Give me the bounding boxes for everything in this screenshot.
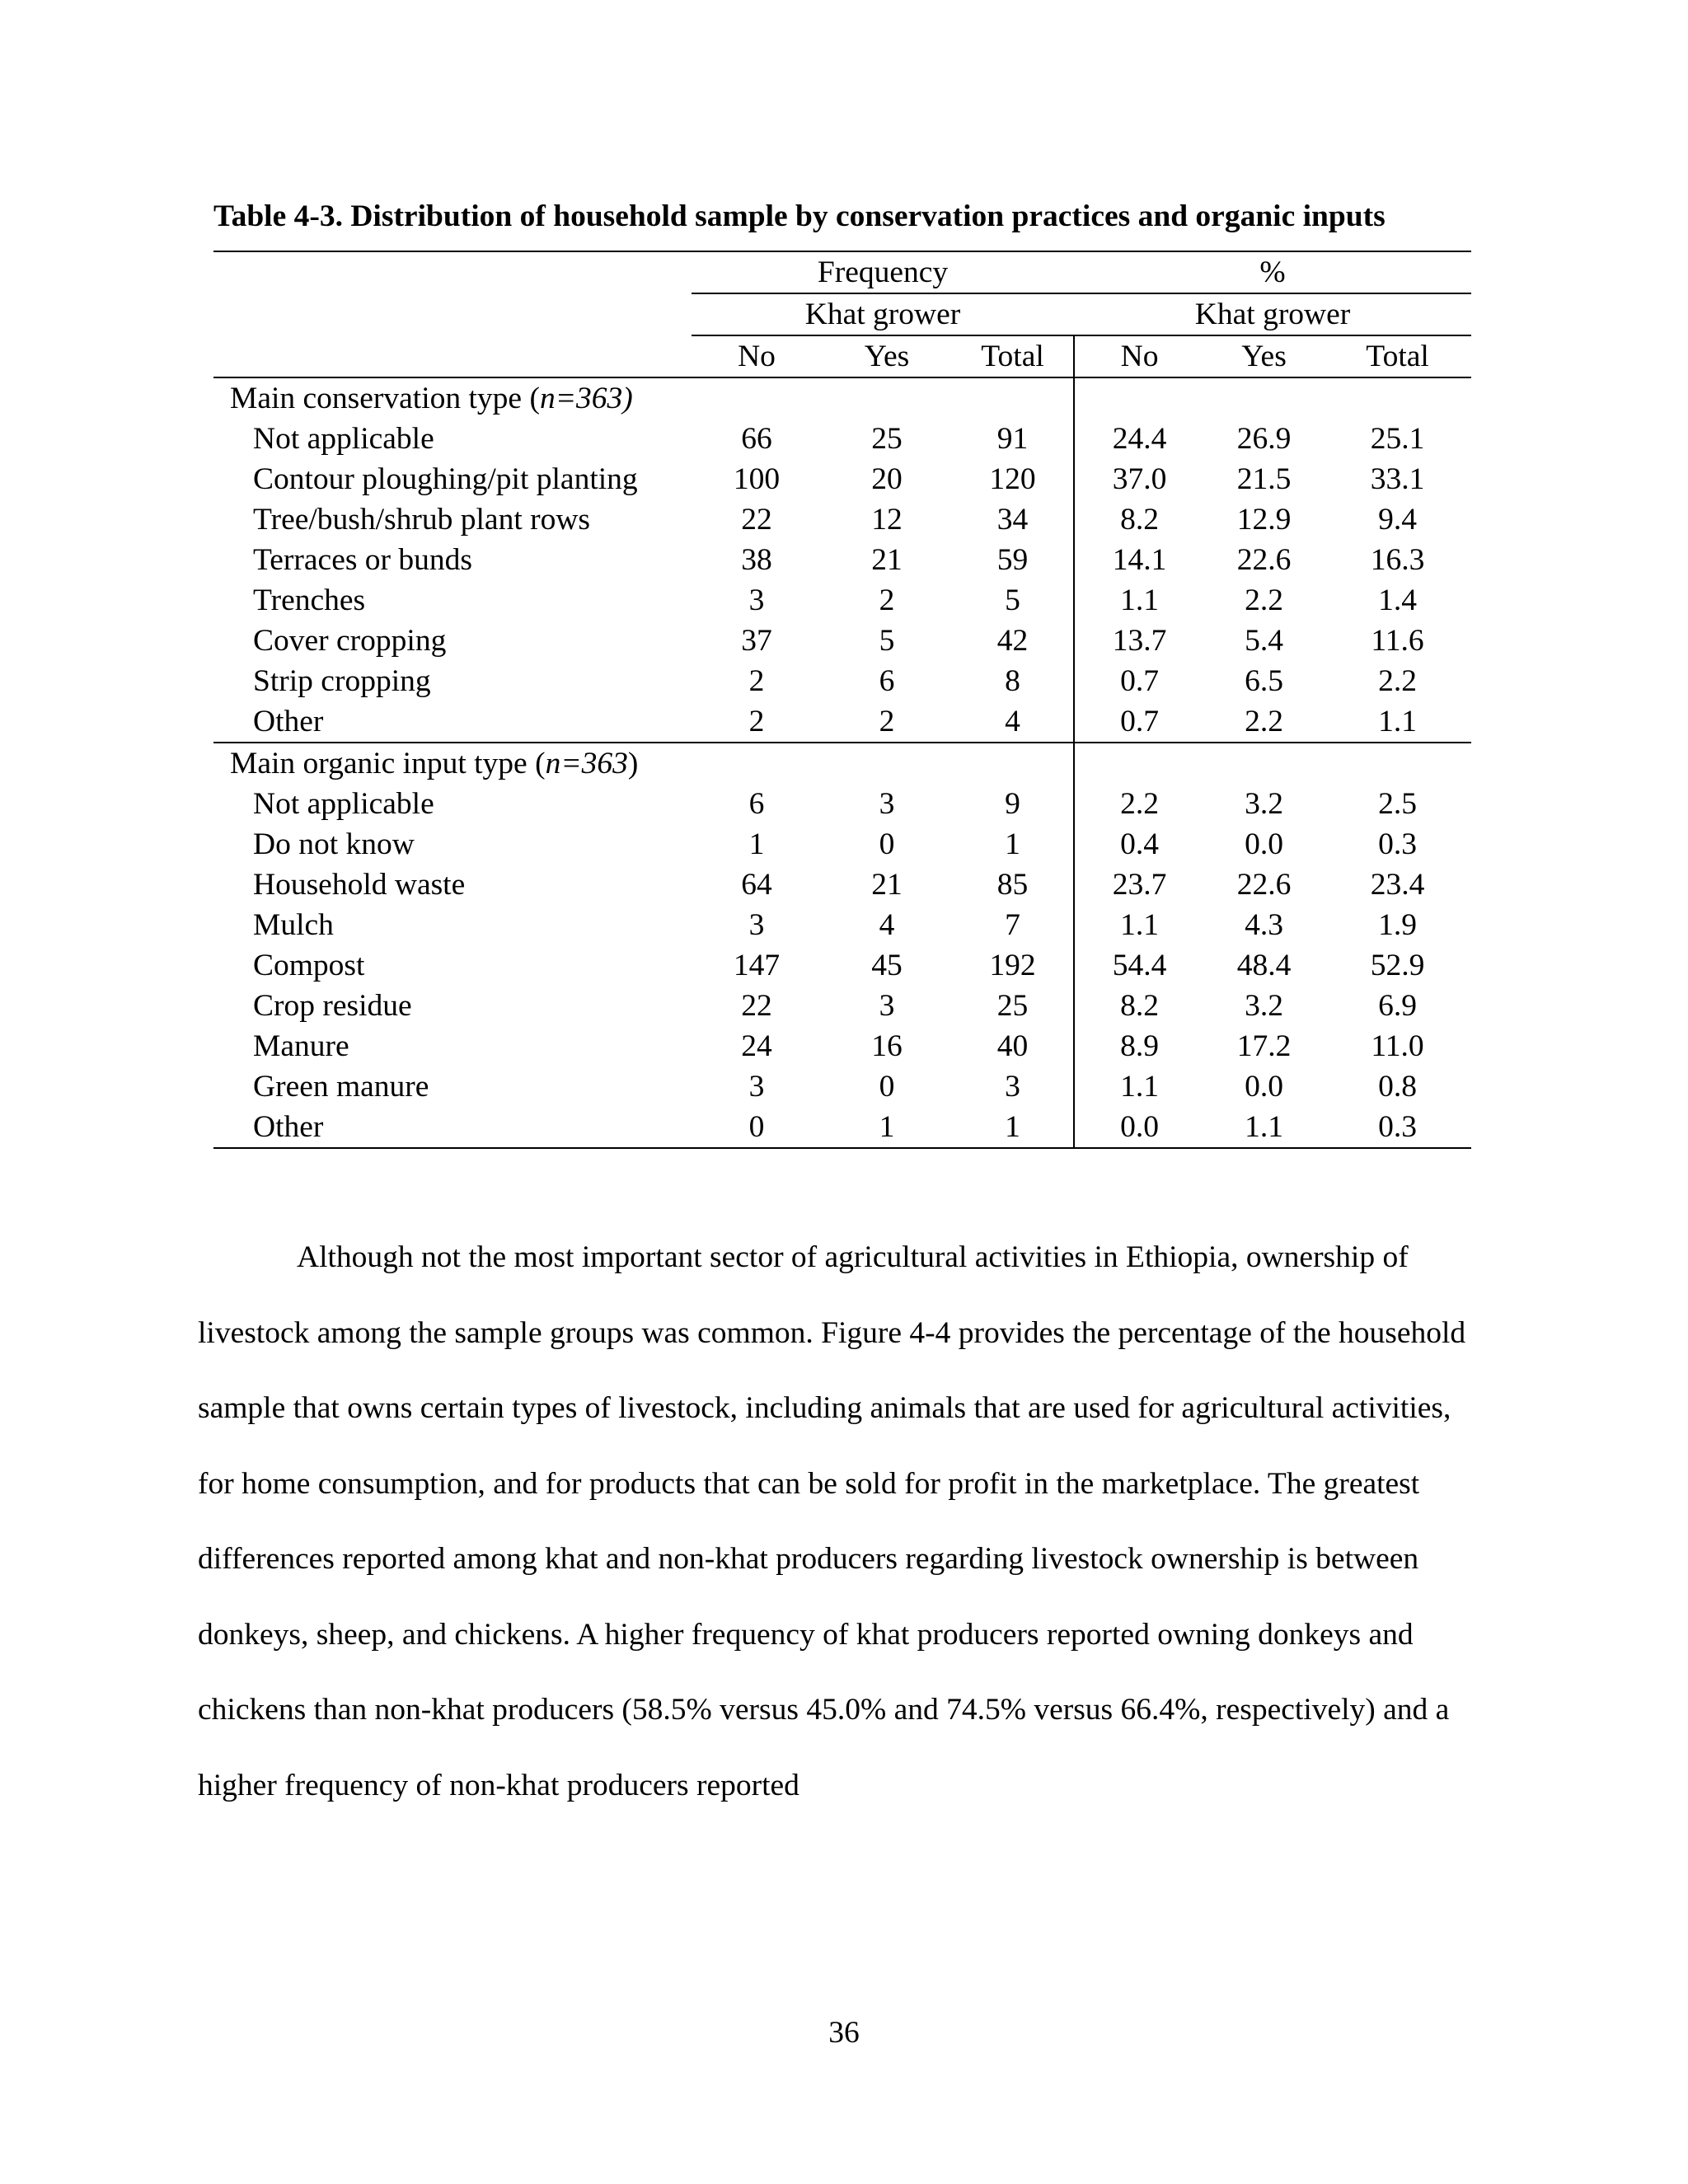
table-cell: 1.1: [1204, 1107, 1324, 1148]
table-cell: 22: [741, 989, 772, 1023]
table-cell: 21: [871, 543, 903, 577]
table-cell: 0: [879, 827, 895, 861]
header-row-1: [213, 251, 1471, 293]
row-label: Tree/bush/shrub plant rows: [253, 503, 591, 537]
header-frequency: Frequency: [692, 251, 1074, 293]
table-cell: 64: [741, 868, 772, 902]
header-col-no-pct: No: [1074, 335, 1204, 377]
table-cell: 3: [879, 989, 895, 1023]
row-label: Not applicable: [253, 422, 434, 456]
table-cell-empty: [692, 377, 822, 419]
table-cell: 4: [879, 908, 895, 942]
table-cell: 2.5: [1378, 787, 1417, 821]
table-cell: 120: [989, 462, 1036, 496]
table-cell: 22.6: [1236, 868, 1292, 902]
row-label: Contour ploughing/pit planting: [253, 462, 638, 496]
header-empty-cell: [213, 251, 692, 293]
table-cell: 17.2: [1236, 1029, 1292, 1063]
table-cell: 16: [871, 1029, 903, 1063]
row-label: Manure: [253, 1029, 349, 1063]
table-cell: 33.1: [1370, 462, 1425, 496]
table-cell: 1.1: [1074, 1066, 1204, 1107]
table-cell: 3: [748, 1070, 765, 1104]
row-label: Mulch: [253, 908, 334, 942]
table-cell: 7: [1005, 908, 1020, 942]
table-cell: 25: [996, 989, 1029, 1023]
table-cell: 8.9: [1074, 1026, 1204, 1066]
table-cell: 5: [1005, 583, 1020, 617]
group-title-suffix: ): [627, 747, 639, 780]
table-cell: 3: [748, 908, 765, 942]
header-row-3: [213, 335, 1471, 377]
table-cell: 0.8: [1378, 1070, 1417, 1104]
table-cell: 2: [748, 664, 765, 698]
table-cell: 0.4: [1074, 824, 1204, 865]
table-cell: 1: [822, 1107, 952, 1148]
table-cell: 37.0: [1074, 459, 1204, 499]
table-cell: 2: [879, 583, 895, 617]
table-cell: 91: [996, 422, 1029, 456]
table-cell: 25.1: [1370, 422, 1425, 456]
group-title-n: n=363: [545, 747, 628, 780]
table-cell: 23.4: [1370, 868, 1425, 902]
table-cell: 5: [879, 624, 895, 658]
table-cell: 8.2: [1074, 986, 1204, 1026]
table-cell-empty: [1074, 743, 1204, 784]
table-cell-empty: [822, 743, 952, 784]
header-col-yes: Yes: [822, 335, 952, 377]
table-cell: 0.7: [1074, 701, 1204, 743]
group-title-prefix: Main organic input type (: [230, 747, 546, 780]
table-cell: 0.3: [1324, 1107, 1471, 1148]
table-row: [213, 824, 1471, 865]
table-row: [213, 945, 1471, 986]
table-cell: 45: [871, 949, 903, 982]
table-cell: 1: [1005, 827, 1020, 861]
table-cell: 21: [871, 868, 903, 902]
header-percent: %: [1074, 251, 1471, 293]
table-row: [213, 865, 1471, 905]
row-label: Do not know: [253, 827, 415, 861]
table-cell: 52.9: [1370, 949, 1425, 982]
table-body: [213, 377, 1471, 1148]
table-row: [213, 784, 1471, 824]
row-label: Terraces or bunds: [253, 543, 473, 577]
table-cell: 42: [996, 624, 1029, 658]
table-cell: 4.3: [1245, 908, 1283, 942]
table-cell-empty: [692, 743, 822, 784]
table-cell: 2: [692, 701, 822, 743]
table-cell: 12.9: [1236, 503, 1292, 537]
table-cell: 6: [879, 664, 895, 698]
table-cell: 0: [879, 1070, 895, 1104]
table-cell: 3: [879, 787, 895, 821]
table-cell: 192: [989, 949, 1036, 982]
table-cell: 1.1: [1324, 701, 1471, 743]
table-cell: 1: [952, 1107, 1074, 1148]
table-cell: 2.2: [1204, 701, 1324, 743]
table-row: [213, 499, 1471, 540]
table-cell: 1.1: [1074, 580, 1204, 621]
table-cell: 1.1: [1074, 905, 1204, 945]
table-cell-empty: [1324, 377, 1471, 419]
table-cell: 3.2: [1245, 787, 1283, 821]
table-cell-empty: [1324, 743, 1471, 784]
body-text: [198, 1220, 1484, 1823]
row-label: Strip cropping: [253, 664, 431, 698]
table-cell-empty: [1204, 743, 1324, 784]
table-cell: 14.1: [1074, 540, 1204, 580]
group-title: [213, 743, 692, 784]
table-cell: 3: [748, 583, 765, 617]
table-cell: 22.6: [1236, 543, 1292, 577]
table-cell: 1: [748, 827, 765, 861]
table-cell: 40: [996, 1029, 1029, 1063]
table-cell-empty: [952, 377, 1074, 419]
table-cell: 4: [952, 701, 1074, 743]
conservation-table: [213, 251, 1471, 1149]
row-label: Green manure: [253, 1070, 429, 1104]
table-cell: 66: [741, 422, 772, 456]
body-paragraph: Although not the most important sector of agricultural activities in Ethiopia, ownership of livestock among the sample groups was common. Figure 4-4 provides the percentage of the household sample that owns certain types of livestock, including animals that are used for agricultural activities, for home consumption, and for products that can be sold for profit in the marketplace. The greatest differences reported among khat and non-khat producers regarding livestock ownership is between donkeys, sheep, and chickens. A higher frequency of khat producers reported owning donkeys and chickens than non-khat producers (58.5% versus 45.0% and 74.5% versus 66.4%, respectively) and a higher frequency of non-khat producers reported: [198, 1240, 1466, 1802]
header-col-no: No: [692, 335, 822, 377]
table-cell: 0.0: [1245, 1070, 1283, 1104]
table-row: [213, 661, 1471, 701]
header-row-2: [213, 293, 1471, 335]
table-cell: 38: [741, 543, 772, 577]
table-cell: 54.4: [1074, 945, 1204, 986]
table-cell: 26.9: [1236, 422, 1292, 456]
row-label: Other: [213, 701, 692, 743]
table-cell: 48.4: [1236, 949, 1292, 982]
table-cell: 100: [733, 462, 781, 496]
table-cell: 9.4: [1378, 503, 1417, 537]
table-row: [213, 701, 1471, 743]
table-cell: 9: [1005, 787, 1020, 821]
table-cell: 8: [1005, 664, 1020, 698]
group-title-prefix: Main conservation type (: [230, 382, 540, 415]
row-label: Crop residue: [253, 989, 412, 1023]
table-row: [213, 1107, 1471, 1148]
row-label: Not applicable: [253, 787, 434, 821]
table-cell: 11.0: [1371, 1029, 1424, 1063]
group-title: [213, 377, 692, 419]
table-cell: 20: [871, 462, 903, 496]
group-title-n: n=363): [539, 382, 633, 415]
header-empty-cell: [213, 335, 692, 377]
table-cell: 6: [748, 787, 765, 821]
table-group-row: [213, 377, 1471, 419]
table-group-row: [213, 743, 1471, 784]
table-row: [213, 419, 1471, 459]
table-cell: 22: [741, 503, 772, 537]
table-cell: 2: [822, 701, 952, 743]
table-cell: 59: [996, 543, 1029, 577]
table-cell: 8.2: [1074, 499, 1204, 540]
table-cell: 16.3: [1370, 543, 1425, 577]
table-cell-empty: [1074, 377, 1204, 419]
table-cell: 13.7: [1074, 621, 1204, 661]
table-cell: 0.0: [1245, 827, 1283, 861]
table-cell: 2.2: [1378, 664, 1417, 698]
table-cell-empty: [952, 743, 1074, 784]
table-cell: 21.5: [1236, 462, 1292, 496]
header-khat-grower-freq: Khat grower: [692, 293, 1074, 335]
table-cell: 2.2: [1245, 583, 1283, 617]
table-cell: 85: [996, 868, 1029, 902]
table-cell: 2.2: [1074, 784, 1204, 824]
row-label: Trenches: [253, 583, 366, 617]
header-col-total: Total: [952, 335, 1074, 377]
table-cell-empty: [1204, 377, 1324, 419]
table-cell: 6.5: [1245, 664, 1283, 698]
table-cell: 0.7: [1074, 661, 1204, 701]
table-cell: 6.9: [1378, 989, 1417, 1023]
table-caption: Table 4-3. Distribution of household sample by conservation practices and organic inputs: [213, 199, 1386, 233]
table-row: [213, 1066, 1471, 1107]
header-col-yes-pct: Yes: [1204, 335, 1324, 377]
table-row: [213, 459, 1471, 499]
table-row: [213, 540, 1471, 580]
table-cell: 25: [871, 422, 903, 456]
table-cell: 0.3: [1378, 827, 1417, 861]
header-empty-cell: [213, 293, 692, 335]
page-number: 36: [828, 2016, 860, 2050]
table-cell: 5.4: [1245, 624, 1283, 658]
table-cell: 11.6: [1371, 624, 1424, 658]
header-col-total-pct: Total: [1324, 335, 1471, 377]
table-cell: 1.4: [1378, 583, 1417, 617]
table-cell: 24.4: [1074, 419, 1204, 459]
table-cell: 23.7: [1074, 865, 1204, 905]
table-row: [213, 905, 1471, 945]
table-cell: 0.0: [1074, 1107, 1204, 1148]
table-cell: 12: [871, 503, 903, 537]
row-label: Cover cropping: [253, 624, 447, 658]
table-row: [213, 986, 1471, 1026]
table-cell: 34: [996, 503, 1029, 537]
table-cell: 3.2: [1245, 989, 1283, 1023]
table-cell: 24: [741, 1029, 772, 1063]
table-cell: 3: [1005, 1070, 1020, 1104]
table-cell: 37: [741, 624, 772, 658]
table-cell: 0: [692, 1107, 822, 1148]
table-row: [213, 621, 1471, 661]
table-cell-empty: [822, 377, 952, 419]
table-cell: 1.9: [1378, 908, 1417, 942]
header-khat-grower-pct: Khat grower: [1074, 293, 1471, 335]
row-label: Compost: [253, 949, 365, 982]
row-label: Other: [213, 1107, 692, 1148]
table-row: [213, 580, 1471, 621]
table-row: [213, 1026, 1471, 1066]
table-cell: 147: [733, 949, 781, 982]
row-label: Household waste: [253, 868, 466, 902]
